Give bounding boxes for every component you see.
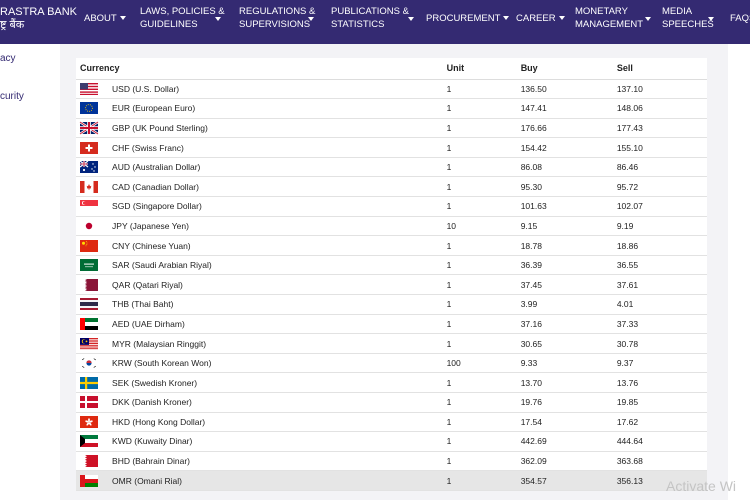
chevron-down-icon [559,16,565,20]
unit-cell: 1 [447,118,521,138]
unit-cell: 1 [447,295,521,315]
buy-rate-cell: 30.65 [521,334,617,354]
column-header-buy: Buy [521,58,617,79]
currency-name-cell: AUD (Australian Dollar) [106,157,447,177]
table-row [76,334,707,354]
flag-cell [76,451,106,471]
table-row [76,275,707,295]
sg-flag-icon [80,200,98,212]
buy-rate-cell: 18.78 [521,236,617,256]
chevron-down-icon [215,17,221,21]
table-row [76,138,707,158]
nav-media-label-line2: SPEECHES [662,19,714,30]
sell-rate-cell: 155.10 [617,138,707,158]
flag-cell [76,353,106,373]
unit-cell: 1 [447,99,521,119]
table-row [76,314,707,334]
currency-name-cell: AED (UAE Dirham) [106,314,447,334]
buy-rate-cell: 362.09 [521,451,617,471]
right-margin [728,44,750,500]
unit-cell: 1 [447,373,521,393]
buy-rate-cell: 101.63 [521,197,617,217]
buy-rate-cell: 36.39 [521,255,617,275]
unit-cell: 1 [447,393,521,413]
buy-rate-cell: 147.41 [521,99,617,119]
table-row [76,432,707,452]
table-row [76,236,707,256]
flag-cell [76,314,106,334]
sidebar-item-security[interactable]: curity [0,91,24,102]
sell-rate-cell: 9.37 [617,353,707,373]
sell-rate-cell: 13.76 [617,373,707,393]
nav-laws-label-line2: GUIDELINES [140,19,198,30]
currency-name-cell: HKD (Hong Kong Dollar) [106,412,447,432]
flag-cell [76,373,106,393]
nav-procurement-label: PROCUREMENT [426,13,501,24]
chevron-down-icon [408,17,414,21]
se-flag-icon [80,377,98,389]
currency-name-cell: CAD (Canadian Dollar) [106,177,447,197]
flag-cell [76,118,106,138]
sell-rate-cell: 363.68 [617,451,707,471]
sell-rate-cell: 17.62 [617,412,707,432]
sell-rate-cell: 37.61 [617,275,707,295]
flag-cell [76,216,106,236]
currency-name-cell: MYR (Malaysian Ringgit) [106,334,447,354]
currency-name-cell: EUR (European Euro) [106,99,447,119]
ca-flag-icon [80,181,98,193]
flag-cell [76,177,106,197]
buy-rate-cell: 13.70 [521,373,617,393]
unit-cell: 1 [447,471,521,491]
sell-rate-cell: 102.07 [617,197,707,217]
flag-cell [76,412,106,432]
sell-rate-cell: 36.55 [617,255,707,275]
unit-cell: 1 [447,412,521,432]
chevron-down-icon [503,16,509,20]
buy-rate-cell: 37.16 [521,314,617,334]
unit-cell: 1 [447,138,521,158]
flag-cell [76,99,106,119]
cn-flag-icon [80,240,98,252]
buy-rate-cell: 442.69 [521,432,617,452]
dk-flag-icon [80,396,98,408]
flag-cell [76,295,106,315]
table-row [76,216,707,236]
jp-flag-icon [80,220,98,232]
nav-faqs[interactable] [730,12,755,25]
nav-laws-policies-guidelines[interactable] [140,5,237,31]
brand-name-english: RASTRA BANK [0,6,78,18]
buy-rate-cell: 354.57 [521,471,617,491]
sell-rate-cell: 177.43 [617,118,707,138]
us-flag-icon [80,83,98,95]
currency-name-cell: BHD (Bahrain Dinar) [106,451,447,471]
flag-cell [76,236,106,256]
unit-cell: 1 [447,177,521,197]
buy-rate-cell: 176.66 [521,118,617,138]
nav-monetary-management[interactable] [575,5,643,31]
sell-rate-cell: 86.46 [617,157,707,177]
nav-publications-label-line1: PUBLICATIONS & [331,6,409,17]
left-sidebar [0,44,60,500]
unit-cell: 1 [447,157,521,177]
sell-rate-cell: 19.85 [617,393,707,413]
nav-faqs-label: FAQS [730,13,755,24]
chevron-down-icon [308,17,314,21]
unit-cell: 1 [447,236,521,256]
buy-rate-cell: 86.08 [521,157,617,177]
table-row [76,353,707,373]
currency-name-cell: KWD (Kuwaity Dinar) [106,432,447,452]
flag-cell [76,334,106,354]
currency-name-cell: SGD (Singapore Dollar) [106,197,447,217]
flag-cell [76,79,106,99]
top-navigation-bar [0,0,755,44]
unit-cell: 1 [447,79,521,99]
bh-flag-icon [80,455,98,467]
sell-rate-cell: 4.01 [617,295,707,315]
flag-cell [76,471,106,491]
nav-career[interactable] [516,12,565,25]
buy-rate-cell: 95.30 [521,177,617,197]
sell-rate-cell: 30.78 [617,334,707,354]
qa-flag-icon [80,279,98,291]
currency-name-cell: JPY (Japanese Yen) [106,216,447,236]
table-header-row [76,58,707,79]
table-row [76,99,707,119]
table-row [76,157,707,177]
nav-monetary-label-line2: MANAGEMENT [575,19,644,30]
currency-name-cell: SAR (Saudi Arabian Riyal) [106,255,447,275]
om-flag-icon [80,475,98,487]
eu-flag-icon [80,102,98,114]
unit-cell: 1 [447,334,521,354]
unit-cell: 1 [447,197,521,217]
nav-regulations-label-line1: REGULATIONS & [239,6,316,17]
gb-flag-icon [80,122,98,134]
kr-flag-icon [80,357,98,369]
nav-regulations-label-line2: SUPERVISIONS [239,19,311,30]
unit-cell: 100 [447,353,521,373]
flag-cell [76,393,106,413]
nav-publications-statistics[interactable] [331,5,409,31]
currency-name-cell: CHF (Swiss Franc) [106,138,447,158]
currency-name-cell: SEK (Swedish Kroner) [106,373,447,393]
flag-cell [76,255,106,275]
currency-name-cell: CNY (Chinese Yuan) [106,236,447,256]
nav-monetary-label-line1: MONETARY [575,6,628,17]
table-row [76,373,707,393]
nav-laws-label-line1: LAWS, POLICIES & [140,6,225,17]
sell-rate-cell: 148.06 [617,99,707,119]
buy-rate-cell: 9.15 [521,216,617,236]
table-row [76,393,707,413]
currency-name-cell: GBP (UK Pound Sterling) [106,118,447,138]
chevron-down-icon [645,17,651,21]
table-row [76,118,707,138]
table-row [76,451,707,471]
currency-name-cell: DKK (Danish Kroner) [106,393,447,413]
nav-career-label: CAREER [516,13,556,24]
flag-cell [76,157,106,177]
table-row [76,79,707,99]
buy-rate-cell: 37.45 [521,275,617,295]
nav-regulations-supervisions[interactable] [239,5,315,31]
unit-cell: 1 [447,432,521,452]
hk-flag-icon [80,416,98,428]
buy-rate-cell: 136.50 [521,79,617,99]
currency-name-cell: THB (Thai Baht) [106,295,447,315]
table-body [76,79,707,490]
table-row [76,295,707,315]
unit-cell: 10 [447,216,521,236]
unit-cell: 1 [447,451,521,471]
sell-rate-cell: 18.86 [617,236,707,256]
sell-rate-cell: 9.19 [617,216,707,236]
nav-procurement[interactable] [426,12,509,25]
forex-rates-table [76,58,707,491]
nav-media-speeches[interactable] [662,5,714,31]
ae-flag-icon [80,318,98,330]
ch-flag-icon [80,142,98,154]
kw-flag-icon [80,435,98,447]
column-header-currency: Currency [76,58,447,79]
currency-name-cell: KRW (South Korean Won) [106,353,447,373]
unit-cell: 1 [447,275,521,295]
table-row [76,412,707,432]
flag-cell [76,197,106,217]
unit-cell: 1 [447,314,521,334]
buy-rate-cell: 9.33 [521,353,617,373]
sidebar-item-privacy[interactable]: acy [0,53,16,64]
currency-name-cell: QAR (Qatari Riyal) [106,275,447,295]
au-flag-icon [80,161,98,173]
nav-about-label: ABOUT [84,13,117,24]
buy-rate-cell: 3.99 [521,295,617,315]
sell-rate-cell: 137.10 [617,79,707,99]
th-flag-icon [80,298,98,310]
brand-logo-text[interactable] [0,6,77,31]
column-header-unit: Unit [447,58,521,79]
flag-cell [76,275,106,295]
brand-name-nepali: ष्ट्र बैंक [0,19,25,31]
nav-media-label-line1: MEDIA [662,6,693,17]
sell-rate-cell: 444.64 [617,432,707,452]
column-header-sell: Sell [617,58,707,79]
nav-publications-label-line2: STATISTICS [331,19,385,30]
table-row [76,471,707,491]
chevron-down-icon [708,17,714,21]
sell-rate-cell: 356.13 [617,471,707,491]
currency-name-cell: OMR (Omani Rial) [106,471,447,491]
buy-rate-cell: 19.76 [521,393,617,413]
table-row [76,255,707,275]
flag-cell [76,432,106,452]
unit-cell: 1 [447,255,521,275]
flag-cell [76,138,106,158]
currency-name-cell: USD (U.S. Dollar) [106,79,447,99]
my-flag-icon [80,338,98,350]
sell-rate-cell: 95.72 [617,177,707,197]
chevron-down-icon [120,16,126,20]
buy-rate-cell: 17.54 [521,412,617,432]
sa-flag-icon [80,259,98,271]
activate-windows-watermark: Activate Wi [666,478,737,494]
sell-rate-cell: 37.33 [617,314,707,334]
table-row [76,177,707,197]
buy-rate-cell: 154.42 [521,138,617,158]
table-row [76,197,707,217]
nav-about[interactable] [84,12,126,25]
